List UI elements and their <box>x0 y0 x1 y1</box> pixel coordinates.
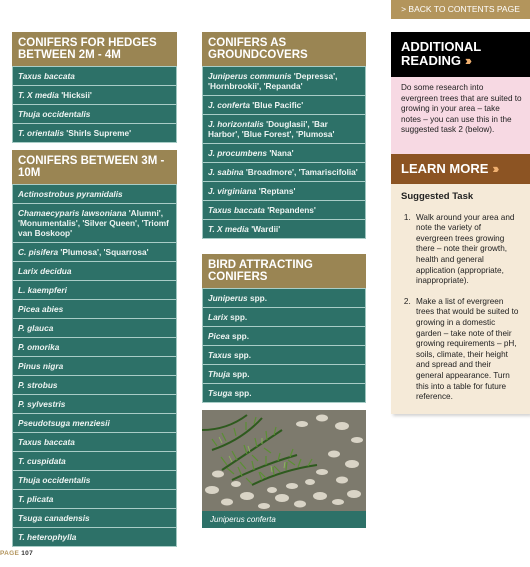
plant-row <box>203 95 365 114</box>
plant-row <box>13 432 176 451</box>
plant-row <box>13 261 176 280</box>
species-name: Taxus baccata <box>18 437 75 447</box>
species-name: Pseudotsuga menziesii <box>18 418 110 428</box>
species-name: J. sabina <box>208 167 246 177</box>
cultivar-names: 'Plumosa', 'Squarrosa' <box>60 247 149 257</box>
cultivar-names: 'Broadmore', 'Tamariscifolia' <box>245 167 358 177</box>
plant-row <box>13 66 176 85</box>
species-name: Juniperus communis <box>208 71 294 81</box>
plant-list <box>12 184 177 547</box>
plant-row <box>13 104 176 123</box>
species-name: C. pisifera <box>18 247 61 257</box>
species-name: Larix decidua <box>18 266 72 276</box>
back-to-contents-button[interactable]: > BACK TO CONTENTS PAGE <box>391 0 530 19</box>
species-name: Pinus nigra <box>18 361 64 371</box>
cultivar-names: 'Shirls Supreme' <box>66 128 132 138</box>
additional-reading-title: ADDITIONAL READING <box>401 39 481 68</box>
additional-reading-text: Do some research into evergreen trees that are suited to growing in your area – take notes – you can use this in the suggested task 2 (below). <box>391 77 530 154</box>
panel-title: BIRD ATTRACTING CONIFERS <box>202 254 366 288</box>
cultivar-names: 'Hicksii' <box>61 90 92 100</box>
species-name: Tsuga <box>208 388 235 398</box>
species-name: P. sylvestris <box>18 399 66 409</box>
chevrons-icon: ››› <box>492 161 497 176</box>
plant-row <box>203 288 365 307</box>
plant-row <box>203 181 365 200</box>
chevrons-icon: ››› <box>464 53 469 68</box>
panel-groundcovers <box>202 32 366 239</box>
species-name: Picea abies <box>18 304 64 314</box>
species-name: Taxus baccata <box>18 71 75 81</box>
plant-list <box>202 288 366 403</box>
page-number <box>0 550 33 557</box>
plant-row <box>13 413 176 432</box>
plant-row <box>13 299 176 318</box>
plant-row <box>13 242 176 261</box>
cultivar-names: 'Nana' <box>269 148 294 158</box>
cultivar-names: spp. <box>232 331 250 341</box>
plant-row <box>13 123 176 143</box>
plant-row <box>203 307 365 326</box>
cultivar-names: spp. <box>234 388 252 398</box>
species-name: T. plicata <box>18 494 54 504</box>
plant-row <box>203 383 365 403</box>
species-name: T. X media <box>18 90 62 100</box>
photo-caption: Juniperus conferta <box>202 511 366 528</box>
sidebar <box>391 32 530 414</box>
task-list <box>401 213 520 403</box>
plant-row <box>13 489 176 508</box>
panel-hedges <box>12 32 177 143</box>
plant-row <box>13 508 176 527</box>
additional-reading-header <box>391 32 530 77</box>
species-name: Taxus <box>208 350 234 360</box>
panel-title: CONIFERS BETWEEN 3M - 10M <box>12 150 177 184</box>
cultivar-names: 'Reptans' <box>258 186 296 196</box>
cultivar-names: spp. <box>233 350 252 360</box>
species-name: T. heterophylla <box>18 532 77 542</box>
panel-between <box>12 150 177 547</box>
cultivar-names: 'Douglasii', 'Bar Harbor', 'Blue Forest', 'Plumosa' <box>208 119 335 139</box>
plant-row <box>13 85 176 104</box>
species-name: Juniperus <box>208 293 250 303</box>
plant-row <box>203 345 365 364</box>
page-label: PAGE <box>0 550 20 557</box>
suggested-task-title: Suggested Task <box>401 191 474 202</box>
cultivar-names: spp. <box>249 293 268 303</box>
species-name: P. glauca <box>18 323 54 333</box>
species-name: Thuja occidentalis <box>18 109 91 119</box>
species-name: J. virginiana <box>208 186 259 196</box>
plant-row <box>13 470 176 489</box>
juniperus-photo <box>202 410 366 528</box>
cultivar-names: 'Blue Pacific' <box>252 100 304 110</box>
plant-row <box>13 280 176 299</box>
plant-row <box>13 184 176 203</box>
plant-row <box>13 527 176 547</box>
plant-row <box>203 219 365 239</box>
species-name: Thuja <box>208 369 233 379</box>
cultivar-names: spp. <box>230 312 248 322</box>
plant-list <box>12 66 177 143</box>
learn-more-body <box>391 184 530 414</box>
species-name: J. horizontalis <box>208 119 267 129</box>
panel-bird-attracting <box>202 254 366 403</box>
learn-more-header <box>391 154 530 184</box>
panel-title: CONIFERS AS GROUNDCOVERS <box>202 32 366 66</box>
species-name: Picea <box>208 331 232 341</box>
species-name: T. X media <box>208 224 252 234</box>
plant-row <box>203 326 365 345</box>
species-name: Taxus baccata <box>208 205 268 215</box>
task-item: 2. Make a list of evergreen trees that would be suited to growing in a domestic garden – take note of their growing requirements – pH, soils, climate, their height and spread and their general appearance. Turn this into a table for future reference. <box>413 297 520 403</box>
cultivar-names: 'Depressa', 'Hornbrookii', 'Repanda' <box>208 71 338 91</box>
species-name: L. kaempferi <box>18 285 67 295</box>
plant-row <box>203 114 365 143</box>
cultivar-names: spp. <box>232 369 250 379</box>
plant-row <box>203 162 365 181</box>
plant-row <box>13 356 176 375</box>
task-item: 1. Walk around your area and note the variety of evergreen trees growing there – note their growth, health and general application (appropriate, inappropriate). <box>413 213 520 287</box>
cultivar-names: 'Repandens' <box>267 205 316 215</box>
species-name: Larix <box>208 312 231 322</box>
species-name: J. conferta <box>208 100 253 110</box>
learn-more-title: LEARN MORE <box>401 161 489 176</box>
species-name: P. strobus <box>18 380 58 390</box>
plant-row <box>203 200 365 219</box>
plant-row <box>13 318 176 337</box>
plant-row <box>13 375 176 394</box>
species-name: T. orientalis <box>18 128 67 138</box>
species-name: P. omorika <box>18 342 60 352</box>
cultivar-names: 'Alumni', 'Monumentalis', 'Silver Queen', 'Triomf van Boskoop' <box>18 208 169 238</box>
species-name: Tsuga canadensis <box>18 513 90 523</box>
page-number-value: 107 <box>21 550 33 557</box>
plant-row <box>203 364 365 383</box>
species-name: T. cuspidata <box>18 456 66 466</box>
plant-row <box>203 66 365 95</box>
plant-list <box>202 66 366 239</box>
species-name: Chamaecyparis lawsoniana <box>18 208 129 218</box>
cultivar-names: 'Wardii' <box>251 224 281 234</box>
plant-row <box>13 394 176 413</box>
species-name: Actinostrobus pyramidalis <box>18 189 123 199</box>
species-name: Thuja occidentalis <box>18 475 91 485</box>
plant-row <box>13 451 176 470</box>
plant-row <box>203 143 365 162</box>
species-name: J. procumbens <box>208 148 270 158</box>
panel-title: CONIFERS FOR HEDGES BETWEEN 2M - 4M <box>12 32 177 66</box>
plant-row <box>13 203 176 242</box>
plant-row <box>13 337 176 356</box>
